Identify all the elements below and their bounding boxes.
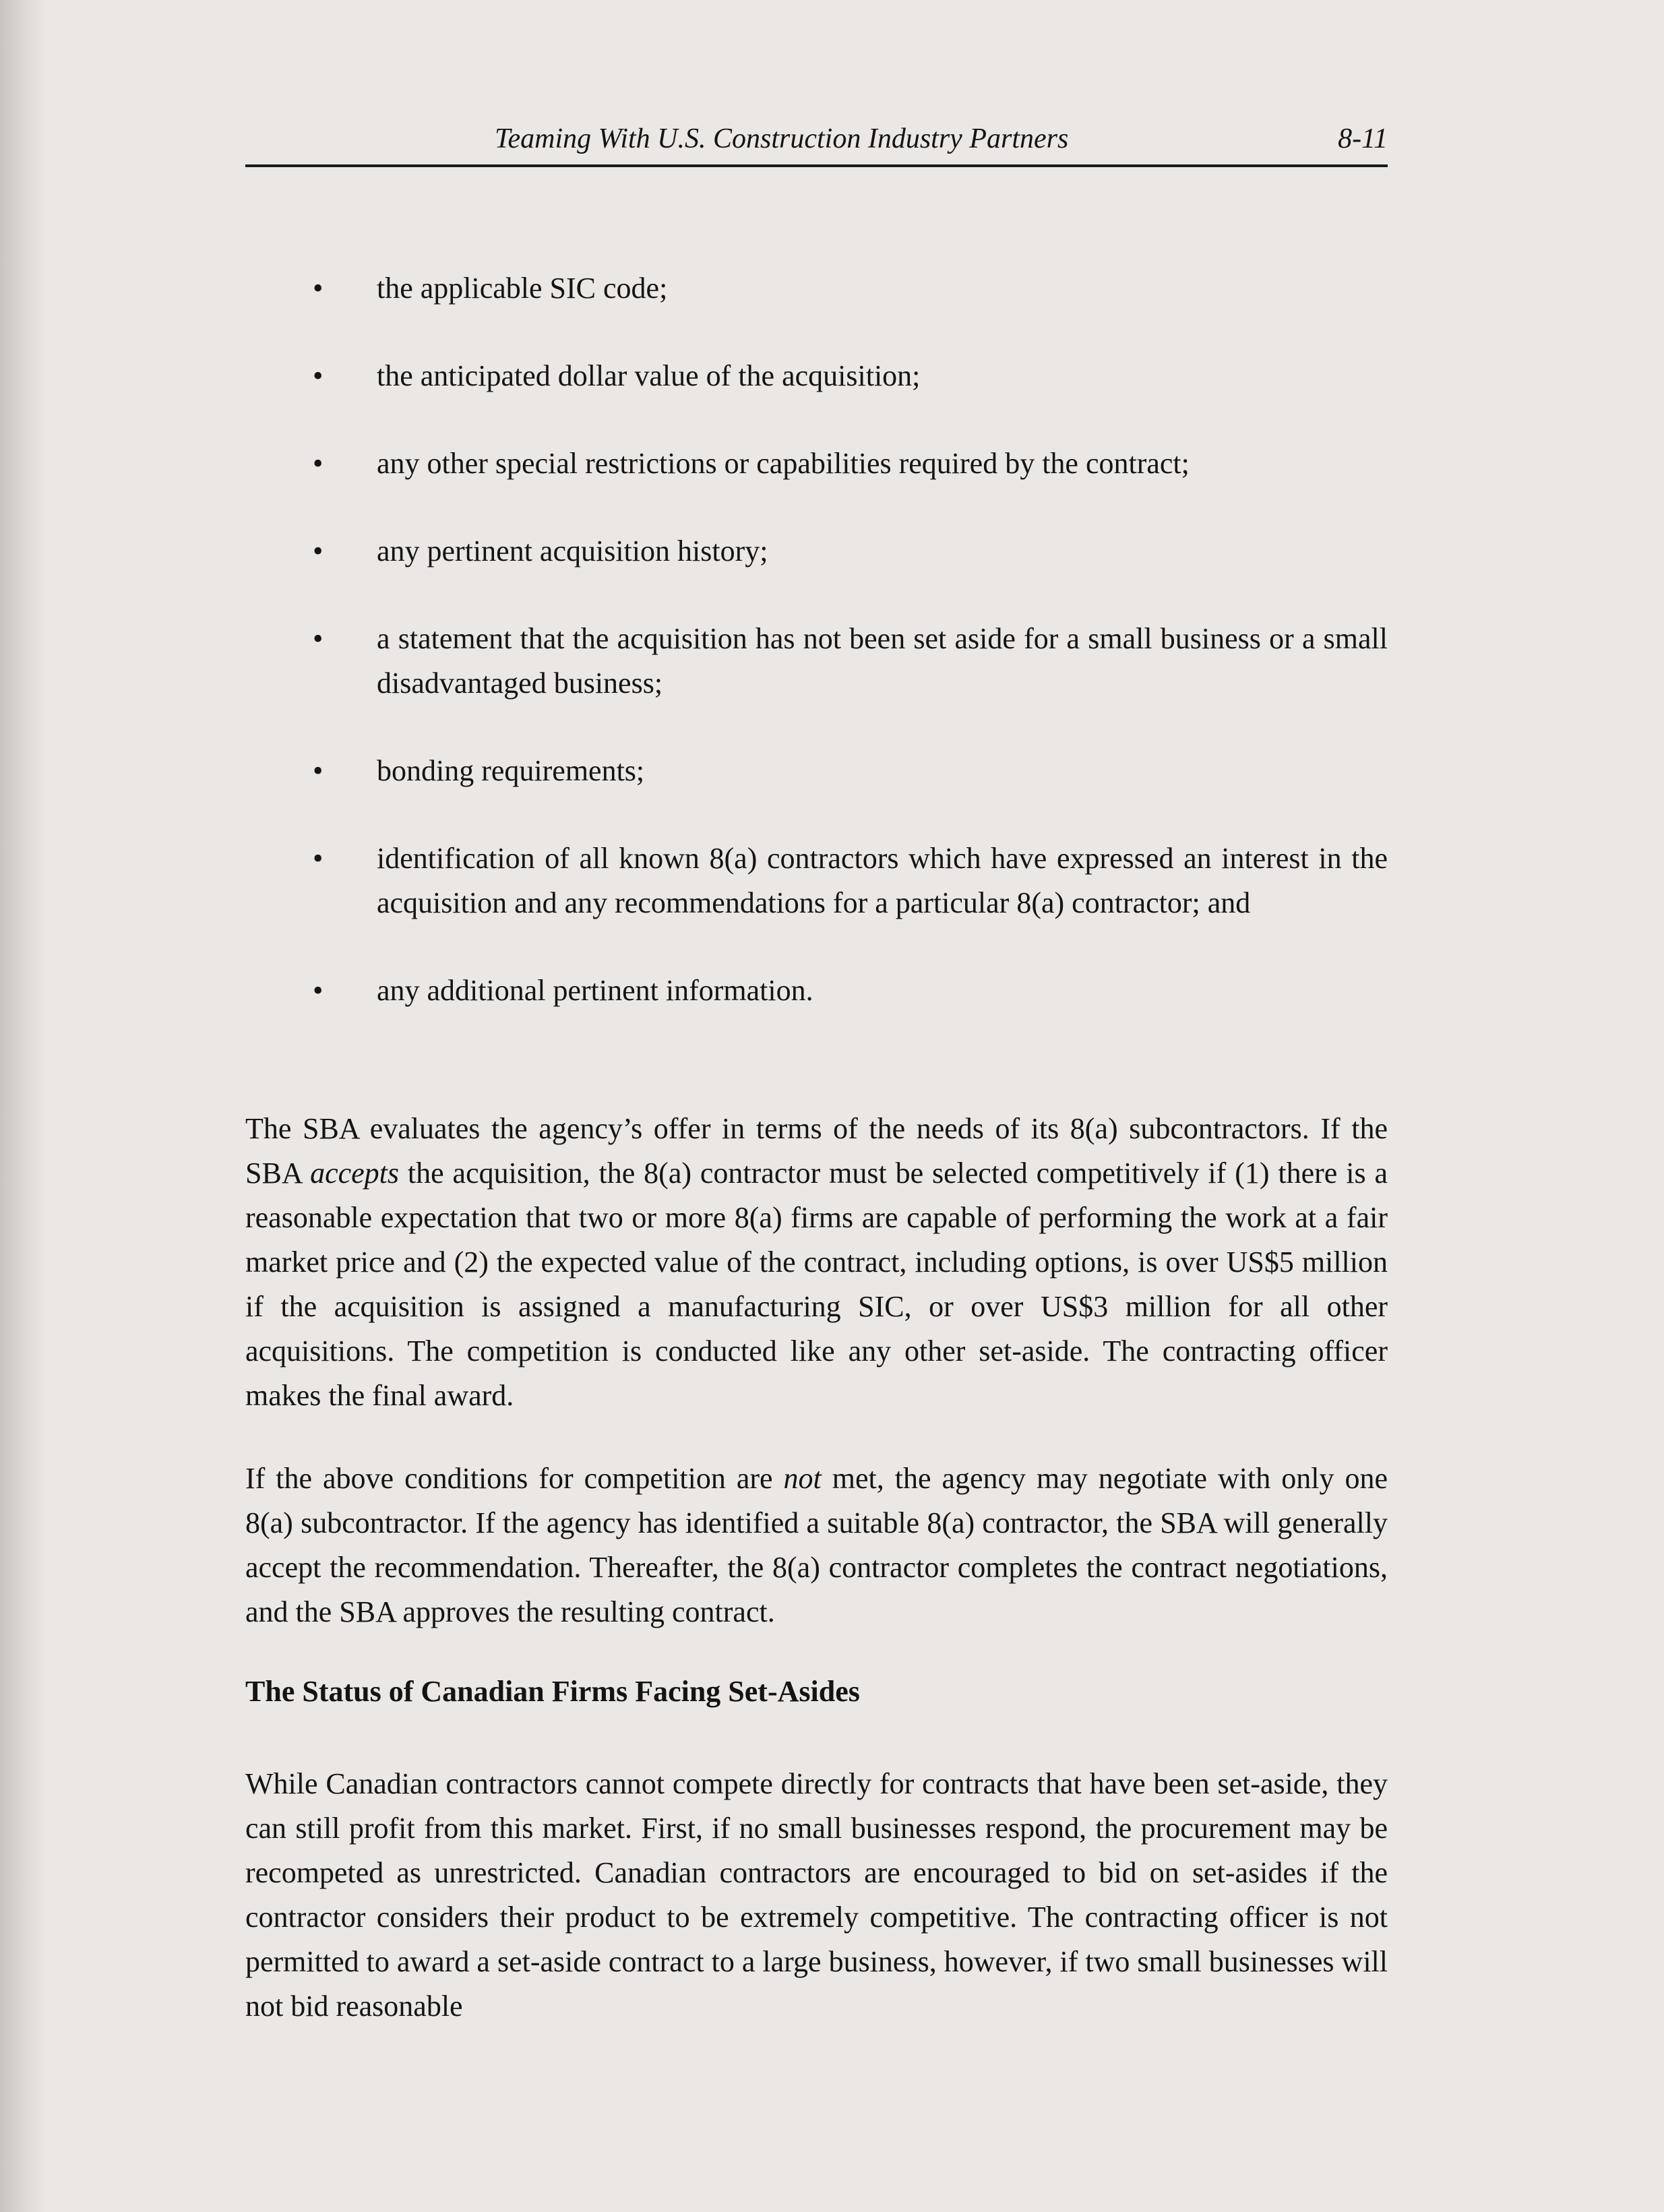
- bullet-marker: •: [313, 754, 323, 787]
- bullet-marker: •: [313, 974, 323, 1007]
- bullet-text: any pertinent acquisition history;: [377, 534, 768, 567]
- paragraph-negotiation: [245, 1456, 1388, 1634]
- bullet-item: [245, 969, 1388, 1013]
- bullet-item: [245, 441, 1388, 486]
- bullet-text: identification of all known 8(a) contractors which have expressed an interest in the acquisition and any recommendations for a particular 8(a) contractor; and: [377, 842, 1388, 919]
- page-number: 8-11: [1338, 123, 1388, 154]
- header-rule: [245, 164, 1388, 167]
- running-title: Teaming With U.S. Construction Industry Partners: [495, 123, 1069, 154]
- paragraph-text: If the above conditions for competition are: [245, 1462, 784, 1495]
- bullet-marker: •: [313, 272, 323, 305]
- section-heading: The Status of Canadian Firms Facing Set-Asides: [245, 1675, 860, 1708]
- paragraph-canadian-contractors: While Canadian contractors cannot compete directly for contracts that have been set-aside, they can still profit from this market. First, if no small businesses respond, the procurement may be recompeted as unrestricted. Canadian contractors are encouraged to bid on set-asides if the contractor considers their product to be extremely competitive. The contracting officer is not permitted to award a set-aside contract to a large business, however, if two small businesses will not bid reasonable: [245, 1767, 1388, 2023]
- emphasized-word: accepts: [310, 1157, 399, 1190]
- bullet-text: bonding requirements;: [377, 754, 645, 787]
- bullet-text: any other special restrictions or capabilities required by the contract;: [377, 447, 1190, 480]
- bullet-item: [245, 749, 1388, 793]
- bullet-text: any additional pertinent information.: [377, 974, 813, 1007]
- running-header: [245, 120, 1388, 160]
- bullet-item: [245, 354, 1388, 398]
- bullet-text: the applicable SIC code;: [377, 272, 668, 305]
- bullet-item: [245, 266, 1388, 311]
- bullet-marker: •: [313, 359, 323, 392]
- paragraph-text: the acquisition, the 8(a) contractor must be selected competitively if (1) there is a reasonable expectation that two or more 8(a) firms are capable of performing the work at a fair market price and (2) the expected value of the contract, including options, is over US$5 million if the acquisition is assigned a manufacturing SIC, or over US$3 million for all other acquisitions. The competition is conducted like any other set-aside. The contracting officer makes the final award.: [245, 1157, 1388, 1412]
- bullet-marker: •: [313, 622, 323, 655]
- bullet-marker: •: [313, 447, 323, 480]
- bullet-text: a statement that the acquisition has not been set aside for a small business or a small disadvantaged business;: [377, 622, 1388, 700]
- bullet-marker: •: [313, 534, 323, 567]
- bullet-text: the anticipated dollar value of the acquisition;: [377, 359, 921, 392]
- paragraph-sba-evaluation: [245, 1107, 1388, 1418]
- book-spine-shadow: [0, 0, 47, 2212]
- emphasized-word: not: [783, 1462, 822, 1495]
- bullet-item: [245, 529, 1388, 574]
- document-page: [245, 0, 1388, 2212]
- requirements-bullet-list: [245, 266, 1388, 1056]
- paragraph-text: The SBA evaluates the agency’s offer in terms of the needs of its 8(a) subcontractors. If the SBA: [245, 1112, 1388, 1190]
- paragraph-text: met, the agency may negotiate with only one 8(a) subcontractor. If the agency has identified a suitable 8(a) contractor, the SBA will generally accept the recommendation. Thereafter, the 8(a) contractor completes the contract negotiations, and the SBA approves the resulting contract.: [245, 1462, 1388, 1628]
- bullet-marker: •: [313, 842, 323, 875]
- bullet-item: [245, 617, 1388, 706]
- bullet-item: [245, 836, 1388, 925]
